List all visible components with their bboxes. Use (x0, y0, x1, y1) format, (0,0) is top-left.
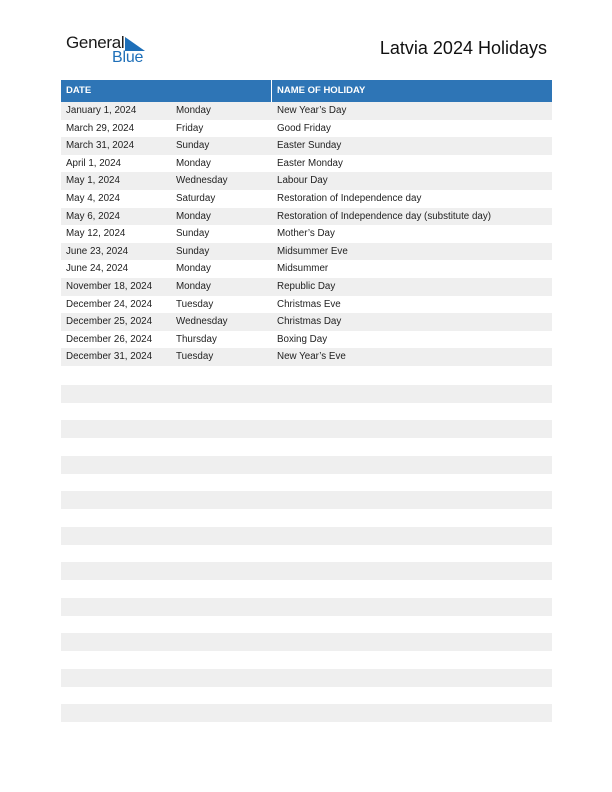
cell-holiday-name: Mother’s Day (277, 228, 335, 240)
cell-date: December 26, 2024 (66, 333, 153, 345)
cell-date: June 23, 2024 (66, 245, 129, 257)
empty-row (61, 562, 552, 580)
holiday-table (61, 80, 552, 366)
table-row (61, 190, 552, 208)
page-title: Latvia 2024 Holidays (379, 38, 547, 58)
cell-date: March 29, 2024 (66, 122, 135, 134)
cell-holiday-name: Good Friday (277, 122, 331, 134)
cell-holiday-name: Republic Day (277, 280, 336, 292)
empty-row (61, 491, 552, 509)
empty-row (61, 633, 552, 651)
table-row (61, 120, 552, 138)
cell-day: Monday (176, 105, 211, 116)
cell-day: Sunday (176, 245, 210, 257)
table-row (61, 172, 552, 190)
empty-row (61, 527, 552, 545)
generalblue-logo (66, 33, 156, 69)
cell-holiday-name: Christmas Eve (277, 298, 341, 310)
empty-row (61, 420, 552, 438)
table-row (61, 331, 552, 349)
cell-day: Wednesday (176, 175, 228, 187)
cell-date: January 1, 2024 (66, 105, 137, 116)
cell-day: Monday (176, 210, 211, 222)
table-row (61, 137, 552, 155)
cell-holiday-name: Restoration of Independence day (substitute day) (277, 210, 492, 222)
cell-day: Saturday (176, 192, 216, 204)
table-row (61, 260, 552, 278)
cell-holiday-name: Restoration of Independence day (277, 192, 422, 204)
cell-day: Wednesday (176, 316, 228, 328)
table-row (61, 102, 552, 120)
table-header (61, 80, 552, 102)
cell-day: Sunday (176, 228, 210, 240)
table-row (61, 278, 552, 296)
table-row (61, 243, 552, 261)
cell-holiday-name: Labour Day (277, 175, 328, 187)
cell-holiday-name: Easter Sunday (277, 140, 342, 152)
cell-date: December 24, 2024 (66, 298, 153, 310)
logo-word-general: General (66, 33, 125, 52)
empty-row (61, 598, 552, 616)
cell-date: December 25, 2024 (66, 316, 153, 328)
cell-date: December 31, 2024 (66, 351, 153, 363)
cell-date: April 1, 2024 (66, 157, 122, 169)
cell-date: May 1, 2024 (66, 175, 120, 187)
cell-day: Monday (176, 263, 211, 275)
table-row (61, 225, 552, 243)
cell-date: June 24, 2024 (66, 263, 129, 275)
cell-holiday-name: Boxing Day (277, 333, 328, 345)
logo-word-blue: Blue (112, 49, 144, 66)
empty-row (61, 669, 552, 687)
table-row (61, 348, 552, 366)
table-row (61, 208, 552, 226)
empty-row (61, 456, 552, 474)
cell-date: November 18, 2024 (66, 280, 153, 292)
table-row (61, 155, 552, 173)
cell-day: Friday (176, 122, 204, 134)
header-holiday-name: NAME OF HOLIDAY (277, 85, 366, 96)
header-date: DATE (61, 80, 272, 102)
cell-day: Monday (176, 280, 211, 292)
cell-date: May 4, 2024 (66, 192, 120, 204)
cell-day: Sunday (176, 140, 210, 152)
cell-holiday-name: Easter Monday (277, 157, 343, 169)
table-body (61, 102, 552, 366)
cell-date: March 31, 2024 (66, 140, 135, 152)
table-row (61, 296, 552, 314)
cell-day: Tuesday (176, 351, 214, 363)
cell-day: Monday (176, 157, 211, 169)
cell-date: May 6, 2024 (66, 210, 120, 222)
table-row (61, 313, 552, 331)
cell-day: Tuesday (176, 298, 214, 310)
cell-day: Thursday (176, 333, 217, 345)
cell-holiday-name: Midsummer (277, 263, 329, 275)
cell-date: May 12, 2024 (66, 228, 126, 240)
cell-holiday-name: New Year’s Day (277, 105, 347, 116)
empty-row (61, 385, 552, 403)
cell-holiday-name: New Year’s Eve (277, 351, 346, 363)
cell-holiday-name: Christmas Day (277, 316, 342, 328)
cell-holiday-name: Midsummer Eve (277, 245, 348, 257)
empty-row (61, 704, 552, 722)
